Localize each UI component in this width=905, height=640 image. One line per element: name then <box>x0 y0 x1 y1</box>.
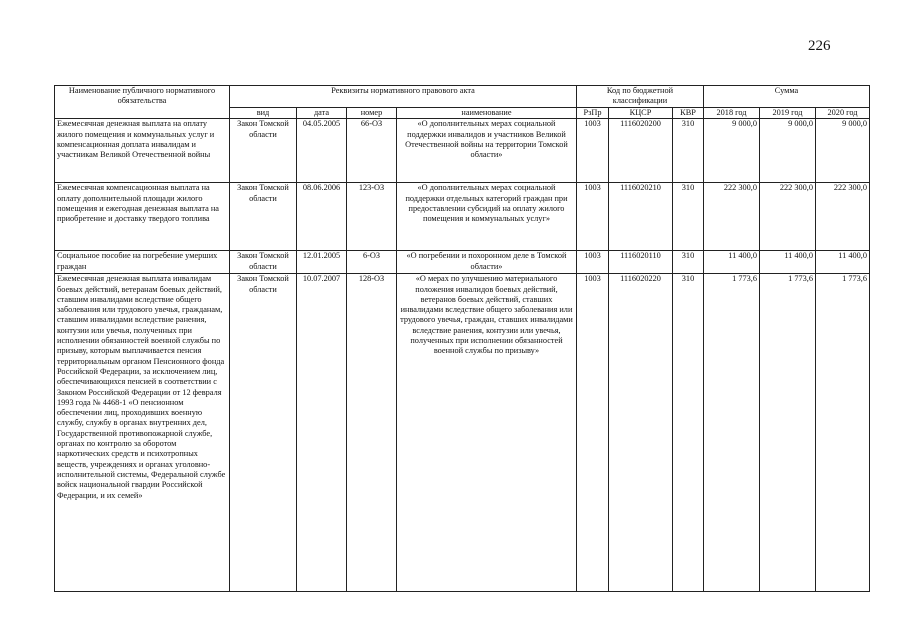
table-row <box>55 274 870 592</box>
obligation-cell: Ежемесячная компенсационная выплата на оплату дополнительной площади жилого помещения и ежегодная денежная выплата на приобретение и доставку твердого топлива <box>55 183 230 251</box>
subheader-name: наименование <box>397 108 577 119</box>
kvr-cell: 310 <box>673 251 704 274</box>
kvr-cell: 310 <box>673 119 704 183</box>
sum-2020-cell: 1 773,6 <box>816 274 870 592</box>
subheader-rzpr: РзПр <box>577 108 609 119</box>
rzpr-cell: 1003 <box>577 119 609 183</box>
kind-cell: Закон Томской области <box>230 251 297 274</box>
subheader-kind: вид <box>230 108 297 119</box>
subheader-2020: 2020 год <box>816 108 870 119</box>
sum-2018-cell: 9 000,0 <box>704 119 760 183</box>
table-row <box>55 251 870 274</box>
act-name-cell: «О дополнительных мерах социальной поддержки отдельных категорий граждан при предоставлении субсидий на оплату жилого помещения и коммунальных услуг» <box>397 183 577 251</box>
sum-2019-cell: 1 773,6 <box>760 274 816 592</box>
kcsr-cell: 1116020220 <box>609 274 673 592</box>
header-obligation: Наименование публичного нормативного обязательства <box>55 86 230 119</box>
rzpr-cell: 1003 <box>577 251 609 274</box>
table-row <box>55 119 870 183</box>
kind-cell: Закон Томской области <box>230 119 297 183</box>
kcsr-cell: 1116020200 <box>609 119 673 183</box>
obligations-table <box>54 85 870 592</box>
number-cell: 128-ОЗ <box>347 274 397 592</box>
kvr-cell: 310 <box>673 274 704 592</box>
kvr-cell: 310 <box>673 183 704 251</box>
kcsr-cell: 1116020210 <box>609 183 673 251</box>
kind-cell: Закон Томской области <box>230 274 297 592</box>
sum-2018-cell: 11 400,0 <box>704 251 760 274</box>
number-cell: 123-ОЗ <box>347 183 397 251</box>
page-number: 226 <box>808 38 831 54</box>
act-name-cell: «О мерах по улучшению материального положения инвалидов боевых действий, ветеранов боевых действий, ставших инвалидами вследствие общего заболевания или трудового увечья, граждан, ставших инвалидами вследствие ранения, контузии или увечья, полученных при исполнении обязанностей военной службы по призыву» <box>397 274 577 592</box>
obligation-cell: Ежемесячная денежная выплата на оплату жилого помещения и коммунальных услуг и компенсационная доплата инвалидам и участникам Великой Отечественной войны <box>55 119 230 183</box>
header-row <box>55 86 870 108</box>
date-cell: 10.07.2007 <box>297 274 347 592</box>
sum-2018-cell: 1 773,6 <box>704 274 760 592</box>
sum-2019-cell: 11 400,0 <box>760 251 816 274</box>
obligation-cell: Ежемесячная денежная выплата инвалидам боевых действий, ветеранам боевых действий, ставшим инвалидами вследствие общего заболевания или трудового увечья, гражданам, ставшим инвалидами вследствие ранения, контузии или увечья, полученных при исполнении обязанностей военной службы по призыву, которым выплачивается пенсия территориальным органом Пенсионного фонда Российской Федерации, за исключением лиц, обеспечивающихся пенсией в соответствии с Законом Российской Федерации от 12 февраля 1993 года № 4468-1 «О пенсионном обеспечении лиц, проходивших военную службу, службу в органах внутренних дел, Государственной противопожарной службе, органах по контролю за оборотом наркотических средств и психотропных веществ, учреждениях и органах уголовно-исполнительной системы, Федеральной службе войск национальной гвардии Российской Федерации, и их семей» <box>55 274 230 592</box>
rzpr-cell: 1003 <box>577 274 609 592</box>
table-row <box>55 183 870 251</box>
subheader-date: дата <box>297 108 347 119</box>
sum-2020-cell: 11 400,0 <box>816 251 870 274</box>
number-cell: 66-ОЗ <box>347 119 397 183</box>
act-name-cell: «О дополнительных мерах социальной поддержки инвалидов и участников Великой Отечественной войны на территории Томской области» <box>397 119 577 183</box>
date-cell: 12.01.2005 <box>297 251 347 274</box>
subheader-2018: 2018 год <box>704 108 760 119</box>
subheader-2019: 2019 год <box>760 108 816 119</box>
date-cell: 08.06.2006 <box>297 183 347 251</box>
header-requisites: Реквизиты нормативного правового акта <box>230 86 577 108</box>
rzpr-cell: 1003 <box>577 183 609 251</box>
obligation-cell: Социальное пособие на погребение умерших граждан <box>55 251 230 274</box>
sum-2018-cell: 222 300,0 <box>704 183 760 251</box>
sum-2019-cell: 9 000,0 <box>760 119 816 183</box>
act-name-cell: «О погребении и похоронном деле в Томской области» <box>397 251 577 274</box>
subheader-kvr: КВР <box>673 108 704 119</box>
kcsr-cell: 1116020110 <box>609 251 673 274</box>
number-cell: 6-ОЗ <box>347 251 397 274</box>
header-sum: Сумма <box>704 86 870 108</box>
sum-2019-cell: 222 300,0 <box>760 183 816 251</box>
subheader-number: номер <box>347 108 397 119</box>
sum-2020-cell: 9 000,0 <box>816 119 870 183</box>
subheader-kcsr: КЦСР <box>609 108 673 119</box>
sum-2020-cell: 222 300,0 <box>816 183 870 251</box>
header-budget-code: Код по бюджетной классификации <box>577 86 704 108</box>
date-cell: 04.05.2005 <box>297 119 347 183</box>
kind-cell: Закон Томской области <box>230 183 297 251</box>
